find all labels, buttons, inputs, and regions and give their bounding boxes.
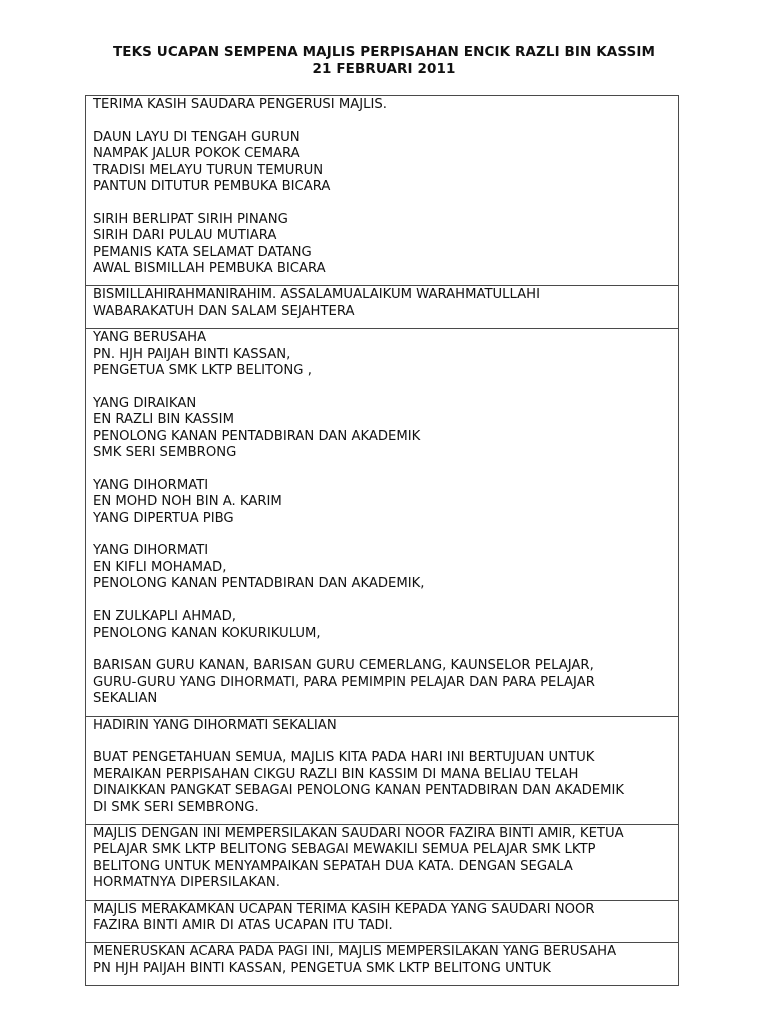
text-line: TERIMA KASIH SAUDARA PENGERUSI MAJLIS. bbox=[93, 97, 387, 112]
text-line: NAMPAK JALUR POKOK CEMARA bbox=[93, 146, 300, 162]
text-line: YANG DIRAIKAN bbox=[93, 395, 197, 411]
table-cell bbox=[86, 286, 678, 329]
text-line: SIRIH DARI PULAU MUTIARA bbox=[93, 228, 277, 244]
text-line: HADIRIN YANG DIHORMATI SEKALIAN bbox=[93, 717, 337, 733]
text-line: BISMILLAHIRAHMANIRAHIM. ASSALAMUALAIKUM WARAHMATULLAHI bbox=[93, 287, 540, 303]
title-line-1: TEKS UCAPAN SEMPENA MAJLIS PERPISAHAN ENCIK RAZLI BIN KASSIM bbox=[112, 44, 656, 60]
text-line: BARISAN GURU KANAN, BARISAN GURU CEMERLANG, KAUNSELOR PELAJAR, bbox=[93, 658, 594, 674]
text-line: SMK SERI SEMBRONG bbox=[93, 445, 237, 461]
text-line bbox=[93, 461, 671, 477]
text-line: PENOLONG KANAN PENTADBIRAN DAN AKADEMIK, bbox=[93, 576, 425, 592]
table-cell bbox=[86, 943, 678, 986]
text-line bbox=[93, 527, 671, 543]
text-line: SIRIH BERLIPAT SIRIH PINANG bbox=[93, 211, 288, 227]
text-line: PELAJAR SMK LKTP BELITONG SEBAGAI MEWAKILI SEMUA PELAJAR SMK LKTP bbox=[93, 842, 596, 858]
text-line: EN ZULKAPLI AHMAD, bbox=[93, 609, 236, 625]
text-line: BUAT PENGETAHUAN SEMUA, MAJLIS KITA PADA HARI INI BERTUJUAN UNTUK bbox=[93, 750, 595, 766]
text-line: MENERUSKAN ACARA PADA PAGI INI, MAJLIS MEMPERSILAKAN YANG BERUSAHA bbox=[93, 944, 617, 960]
text-line: PN. HJH PAIJAH BINTI KASSAN, bbox=[93, 346, 291, 362]
text-line bbox=[93, 195, 671, 211]
text-line: YANG DIPERTUA PIBG bbox=[93, 510, 234, 526]
speech-table bbox=[85, 95, 679, 986]
text-line bbox=[93, 734, 671, 750]
text-line bbox=[93, 642, 671, 658]
text-line: PEMANIS KATA SELAMAT DATANG bbox=[93, 244, 312, 260]
text-line: YANG DIHORMATI bbox=[93, 477, 209, 493]
text-line: WABARAKATUH DAN SALAM SEJAHTERA bbox=[93, 303, 355, 319]
text-line: GURU-GURU YANG DIHORMATI, PARA PEMIMPIN PELAJAR DAN PARA PELAJAR bbox=[93, 674, 595, 690]
text-line: FAZIRA BINTI AMIR DI ATAS UCAPAN ITU TADI. bbox=[93, 917, 393, 933]
text-line: EN RAZLI BIN KASSIM bbox=[93, 412, 234, 428]
text-line: HORMATNYA DIPERSILAKAN. bbox=[93, 875, 280, 891]
text-line: PANTUN DITUTUR PEMBUKA BICARA bbox=[93, 179, 331, 195]
text-line bbox=[93, 593, 671, 609]
text-line: PENGETUA SMK LKTP BELITONG , bbox=[93, 363, 312, 379]
text-line: AWAL BISMILLAH PEMBUKA BICARA bbox=[93, 261, 326, 277]
text-line: BELITONG UNTUK MENYAMPAIKAN SEPATAH DUA KATA. DENGAN SEGALA bbox=[93, 858, 573, 874]
table-cell bbox=[86, 717, 678, 825]
text-line: DAUN LAYU DI TENGAH GURUN bbox=[93, 129, 300, 145]
title-line-2: 21 FEBRUARI 2011 bbox=[312, 61, 456, 77]
document-title bbox=[0, 44, 768, 78]
text-line: TRADISI MELAYU TURUN TEMURUN bbox=[93, 162, 324, 178]
text-line: SEKALIAN bbox=[93, 691, 158, 707]
table-cell bbox=[86, 901, 678, 944]
text-line bbox=[93, 379, 671, 395]
table-cell bbox=[86, 825, 678, 901]
table-cell bbox=[86, 96, 678, 286]
text-line: MAJLIS DENGAN INI MEMPERSILAKAN SAUDARI NOOR FAZIRA BINTI AMIR, KETUA bbox=[93, 825, 624, 841]
text-line: PN HJH PAIJAH BINTI KASSAN, PENGETUA SMK LKTP BELITONG UNTUK bbox=[93, 960, 551, 976]
text-line: EN KIFLI MOHAMAD, bbox=[93, 559, 227, 575]
table-cell bbox=[86, 329, 678, 716]
text-line: PENOLONG KANAN KOKURIKULUM, bbox=[93, 625, 321, 641]
text-line bbox=[93, 113, 671, 129]
text-line: DI SMK SERI SEMBRONG. bbox=[93, 799, 259, 815]
text-line: MAJLIS MERAKAMKAN UCAPAN TERIMA KASIH KEPADA YANG SAUDARI NOOR bbox=[93, 901, 595, 917]
text-line: DINAIKKAN PANGKAT SEBAGAI PENOLONG KANAN PENTADBIRAN DAN AKADEMIK bbox=[93, 783, 624, 799]
text-line: YANG BERUSAHA bbox=[93, 330, 207, 346]
text-line: PENOLONG KANAN PENTADBIRAN DAN AKADEMIK bbox=[93, 428, 421, 444]
text-line: YANG DIHORMATI bbox=[93, 543, 209, 559]
text-line: EN MOHD NOH BIN A. KARIM bbox=[93, 494, 282, 510]
text-line: MERAIKAN PERPISAHAN CIKGU RAZLI BIN KASSIM DI MANA BELIAU TELAH bbox=[93, 766, 579, 782]
